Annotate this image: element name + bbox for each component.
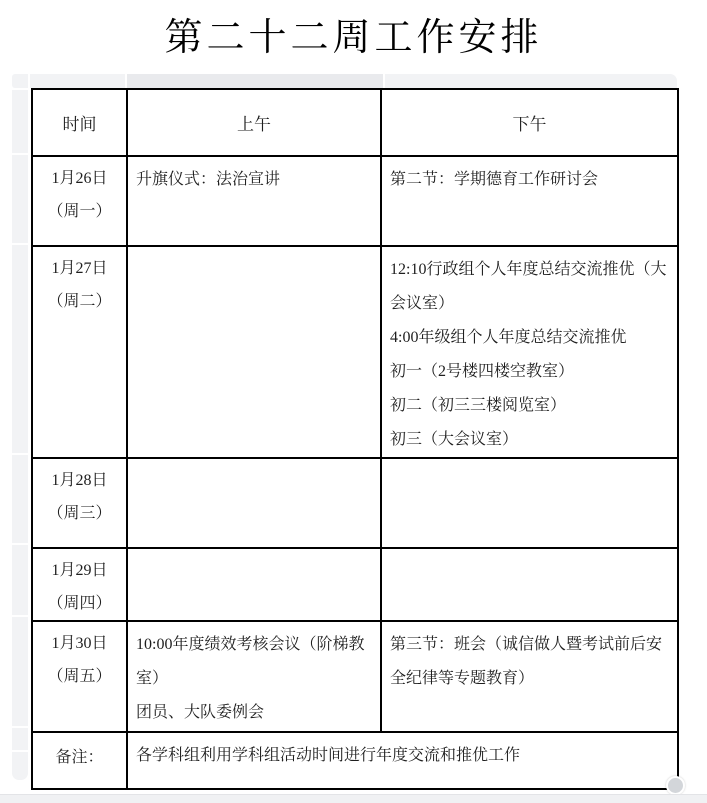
table-header-row [32, 89, 678, 156]
cell-jan26-morning[interactable] [127, 156, 381, 246]
weekday-text: （周一） [47, 203, 112, 220]
schedule-table [31, 88, 679, 790]
row-gutter-note-bottom[interactable] [12, 752, 28, 780]
table-row-jan30 [32, 621, 678, 732]
cell-paragraph: 初二（初三三楼阅览室） [390, 397, 567, 414]
header-morning[interactable]: 上午 [127, 89, 381, 156]
cell-paragraph: 各学科组利用学科组活动时间进行年度交流和推优工作 [136, 747, 521, 764]
cell-jan27-afternoon[interactable] [381, 246, 678, 458]
cell-jan30-morning[interactable] [127, 621, 381, 732]
cell-jan29-afternoon[interactable] [381, 548, 678, 621]
cell-jan29-date[interactable] [32, 548, 127, 621]
row-gutter-jan30[interactable] [12, 617, 28, 726]
table-row-jan29 [32, 548, 678, 621]
cell-paragraph: 升旗仪式：法治宣讲 [136, 171, 281, 188]
date-text: 1月30日 [51, 635, 108, 652]
cell-paragraph: 10:00年度绩效考核会议（阶梯教室） [136, 636, 365, 687]
cell-paragraph: 12:10行政组个人年度总结交流推优（大会议室） [390, 261, 667, 312]
table-row-jan26 [32, 156, 678, 246]
cell-paragraph: 4:00年级组个人年度总结交流推优 [390, 329, 627, 346]
cell-paragraph: 第二节：学期德育工作研讨会 [390, 171, 599, 188]
weekday-text: （周四） [47, 595, 112, 612]
date-text: 1月29日 [51, 562, 108, 579]
cell-jan28-date[interactable] [32, 458, 127, 548]
cell-jan26-date[interactable] [32, 156, 127, 246]
cell-paragraph: 第三节：班会（诚信做人暨考试前后安全纪律等专题教育） [390, 636, 663, 687]
page-title[interactable]: 第二十二周工作安排 [164, 17, 543, 59]
table-row-jan27 [32, 246, 678, 458]
table-row-note [32, 732, 678, 789]
column-gutter-afternoon[interactable] [385, 74, 677, 88]
cell-paragraph: 初一（2号楼四楼空教室） [390, 363, 575, 380]
cell-jan26-afternoon[interactable] [381, 156, 678, 246]
row-gutter-jan26[interactable] [12, 155, 28, 243]
weekday-text: （周二） [47, 293, 112, 310]
cell-jan28-morning[interactable] [127, 458, 381, 548]
date-text: 1月28日 [51, 472, 108, 489]
cell-jan29-morning[interactable] [127, 548, 381, 621]
cell-note-label[interactable]: 备注： [32, 732, 127, 789]
header-time[interactable]: 时间 [32, 89, 127, 156]
row-gutter-header[interactable] [12, 90, 28, 153]
column-gutter-corner[interactable] [12, 74, 28, 88]
weekday-text: （周五） [47, 668, 112, 685]
cell-paragraph: 初三（大会议室） [390, 431, 519, 448]
cell-paragraph: 团员、大队委例会 [136, 704, 265, 721]
cell-jan30-date[interactable] [32, 621, 127, 732]
row-gutter-jan27[interactable] [12, 245, 28, 453]
column-gutter-morning[interactable] [127, 74, 383, 88]
header-afternoon[interactable]: 下午 [381, 89, 678, 156]
weekday-text: （周三） [47, 505, 112, 522]
cell-note-text[interactable] [127, 732, 678, 789]
row-gutter-note-top[interactable] [12, 728, 28, 750]
cell-jan27-morning[interactable] [127, 246, 381, 458]
date-text: 1月27日 [51, 260, 108, 277]
cell-jan27-date[interactable] [32, 246, 127, 458]
cell-jan28-afternoon[interactable] [381, 458, 678, 548]
column-gutter-time[interactable] [30, 74, 125, 88]
row-gutter-jan29[interactable] [12, 545, 28, 615]
date-text: 1月26日 [51, 170, 108, 187]
row-gutter-jan28[interactable] [12, 455, 28, 543]
cell-jan30-afternoon[interactable] [381, 621, 678, 732]
viewport-bottom-strip [0, 794, 707, 803]
table-resize-handle-icon[interactable] [666, 776, 685, 795]
table-row-jan28 [32, 458, 678, 548]
